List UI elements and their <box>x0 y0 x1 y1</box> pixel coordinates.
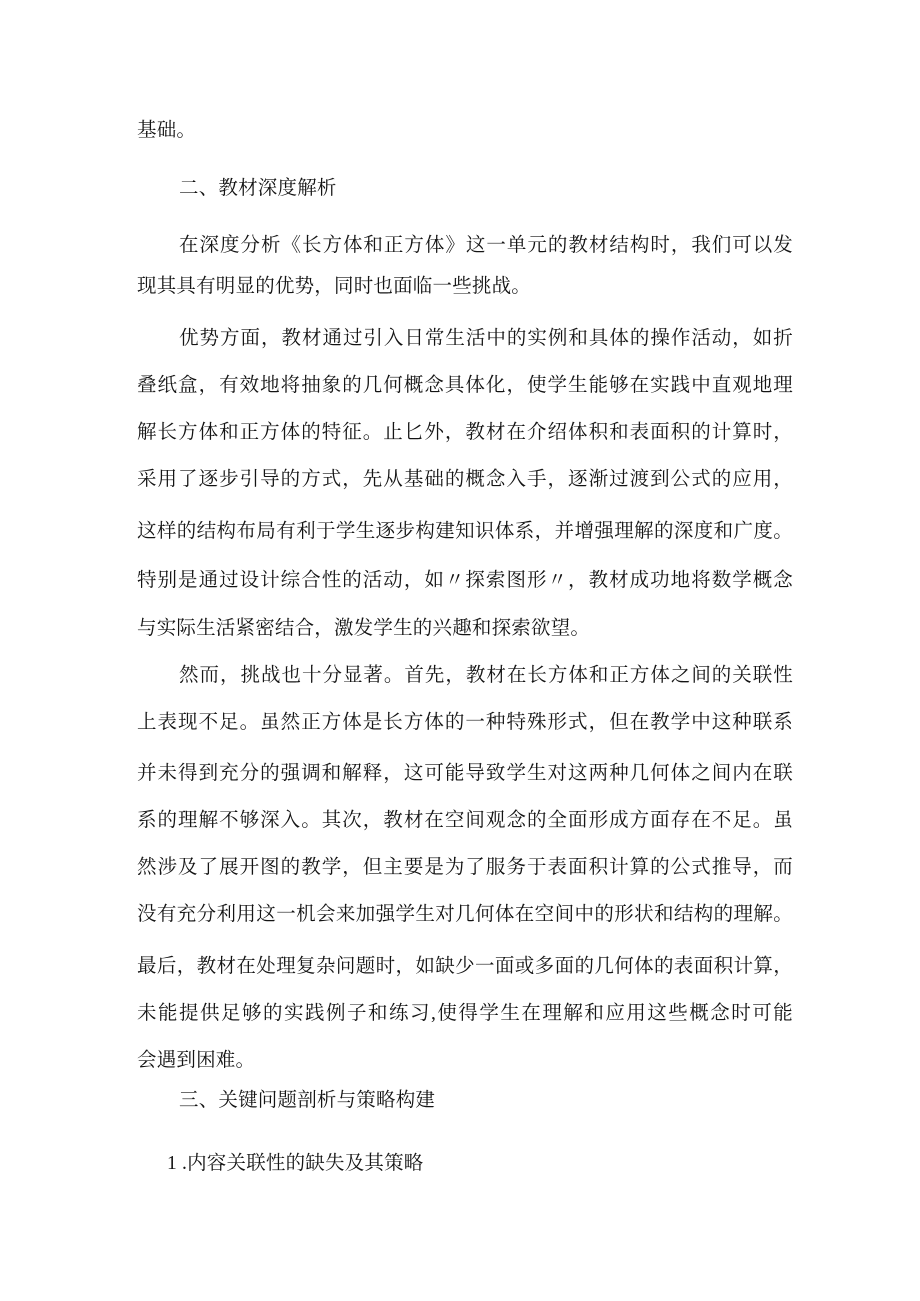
paragraph-line: 采用了逐步引导的方式，先从基础的概念入手，逐渐过渡到公式的应用， <box>137 469 793 490</box>
paragraph-tail-line: 会遇到困难。 <box>137 1050 256 1071</box>
paragraph-line: 没有充分利用这一机会来加强学生对几何体在空间中的形状和结构的理解。 <box>137 904 793 925</box>
paragraph-line: 叠纸盒，有效地将抽象的几何概念具体化，使学生能够在实践中直观地理 <box>137 375 793 396</box>
paragraph-line: 最后，教材在处理复杂问题时，如缺少一面或多面的几何体的表面积计算， <box>137 956 793 977</box>
paragraph-tail-line: 基础。 <box>137 120 197 141</box>
paragraph-line: 现其具有明显的优势，同时也面临一些挑战。 <box>137 276 532 297</box>
paragraph-line: 然而，挑战也十分显著。首先，教材在长方体和正方体之间的关联性 <box>179 665 793 686</box>
subsection-heading-1: 1 .内容关联性的缺失及其策略 <box>167 1153 424 1174</box>
paragraph-line: 特别是通过设计综合性的活动，如〃探索图形〃，教材成功地将数学概念 <box>137 570 793 591</box>
paragraph-line: 并未得到充分的强调和解释，这可能导致学生对这两种几何体之间内在联 <box>137 763 793 784</box>
paragraph-line: 然涉及了展开图的教学，但主要是为了服务于表面积计算的公式推导，而 <box>137 857 793 878</box>
paragraph-line: 未能提供足够的实践例子和练习,使得学生在理解和应用这些概念时可能 <box>137 1003 793 1024</box>
paragraph-line: 在深度分析《长方体和正方体》这一单元的教材结构时，我们可以发 <box>179 235 793 256</box>
paragraph-line: 系的理解不够深入。其次，教材在空间观念的全面形成方面存在不足。虽 <box>137 810 793 831</box>
paragraph-line: 优势方面，教材通过引入日常生活中的实例和具体的操作活动，如折 <box>179 328 793 349</box>
paragraph-line: 解长方体和正方体的特征。止匕外，教材在介绍体积和表面积的计算时， <box>137 422 793 443</box>
paragraph-line: 这样的结构布局有利于学生逐步构建知识体系，并增强理解的深度和广度。 <box>137 521 793 542</box>
section-heading-3: 三、关键问题剖析与策略构建 <box>179 1090 436 1111</box>
section-heading-2: 二、教材深度解析 <box>179 178 337 199</box>
paragraph-line: 与实际生活紧密结合，激发学生的兴趣和探索欲望。 <box>137 618 591 639</box>
paragraph-line: 上表现不足。虽然正方体是长方体的一种特殊形式，但在教学中这种联系 <box>137 712 793 733</box>
